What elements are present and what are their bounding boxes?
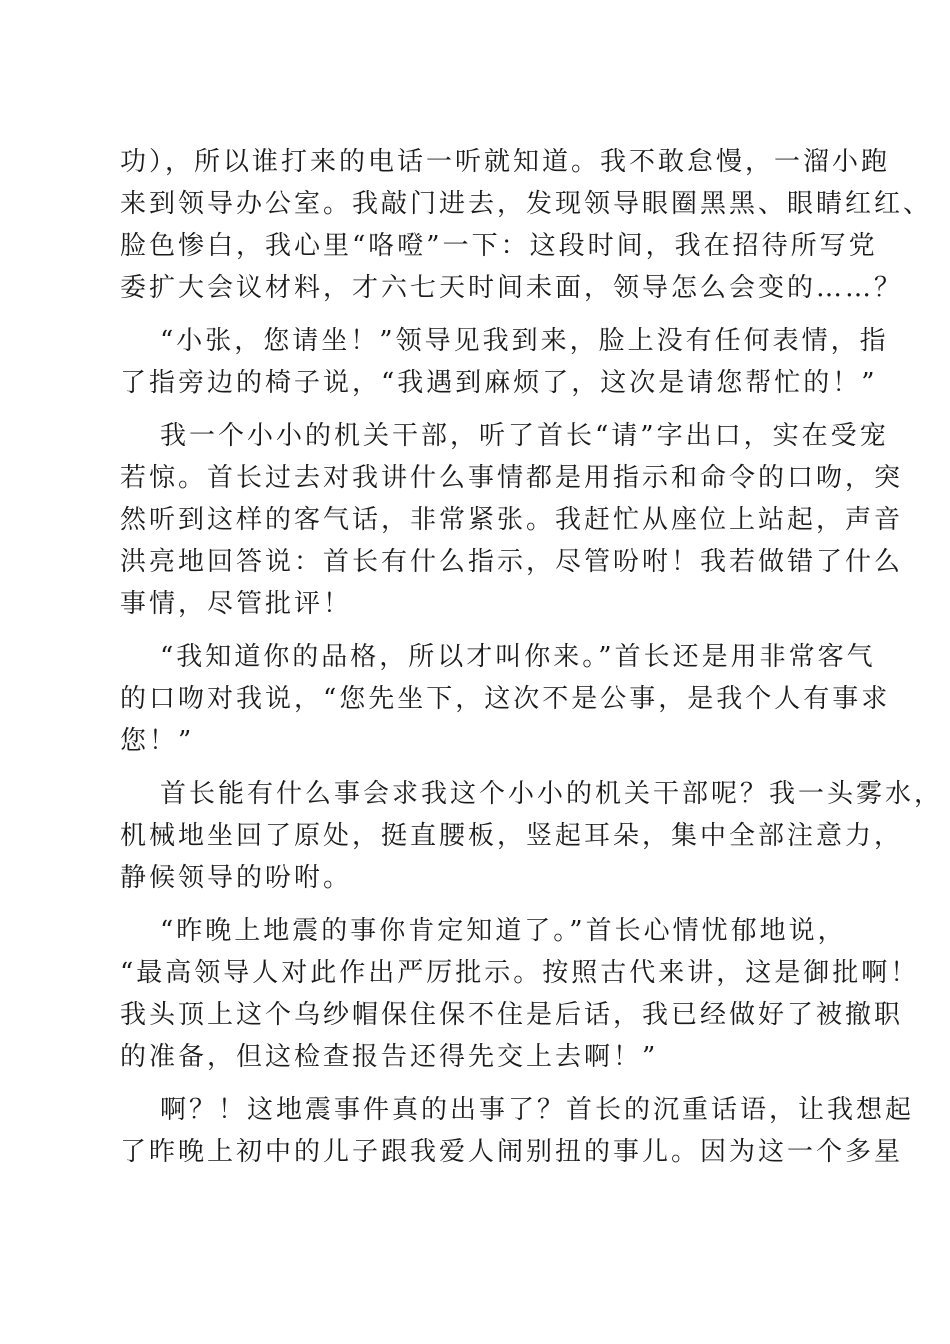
text-line: “最高领导人对此作出严厉批示。按照古代来讲，这是御批啊！ [120, 958, 920, 988]
text-line: “昨晚上地震的事你肯定知道了。”首长心情忧郁地说， [160, 916, 847, 946]
text-line: 的准备，但这检查报告还得先交上去啊！” [120, 1042, 659, 1072]
text-line: “我知道你的品格，所以才叫你来。”首长还是用非常客气 [160, 642, 876, 672]
text-line: 我头顶上这个乌纱帽保住保不住是后话，我已经做好了被撤职 [120, 1000, 904, 1030]
text-line: 您！” [120, 726, 195, 756]
text-line: 然听到这样的客气话，非常紧张。我赶忙从座位上站起，声音 [120, 505, 904, 535]
text-line: 了昨晚上初中的儿子跟我爱人闹别扭的事儿。因为这一个多星 [120, 1137, 904, 1167]
text-line: 机械地坐回了原处，挺直腰板，竖起耳朵，集中全部注意力， [120, 821, 904, 851]
text-line: 事情，尽管批评！ [120, 589, 353, 619]
text-line: 了指旁边的椅子说，“我遇到麻烦了，这次是请您帮忙的！” [120, 368, 878, 398]
text-line: 委扩大会议材料，才六七天时间未面，领导怎么会变的……？ [120, 273, 904, 303]
text-line: 洪亮地回答说：首长有什么指示，尽管吩咐！我若做错了什么 [120, 547, 904, 577]
text-line: 功），所以谁打来的电话一听就知道。我不敢怠慢，一溜小跑 [120, 147, 891, 177]
text-line: 我一个小小的机关干部，听了首长“请”字出口，实在受宠 [160, 421, 889, 451]
text-line: 来到领导办公室。我敲门进去，发现领导眼圈黑黑、眼睛红红、 [120, 189, 933, 219]
text-line: 若惊。首长过去对我讲什么事情都是用指示和命令的口吻，突 [120, 463, 904, 493]
text-line: 啊？！这地震事件真的出事了？首长的沉重话语，让我想起 [160, 1095, 915, 1125]
text-line: 静候领导的吩咐。 [120, 863, 353, 893]
text-line: 的口吻对我说，“您先坐下，这次不是公事，是我个人有事求 [120, 684, 891, 714]
text-line: “小张，您请坐！”领导见我到来，脸上没有任何表情，指 [160, 326, 889, 356]
text-line: 首长能有什么事会求我这个小小的机关干部呢？我一头雾水， [160, 779, 944, 809]
text-line: 脸色惨白，我心里“咯噔”一下：这段时间，我在招待所写党 [120, 231, 878, 261]
